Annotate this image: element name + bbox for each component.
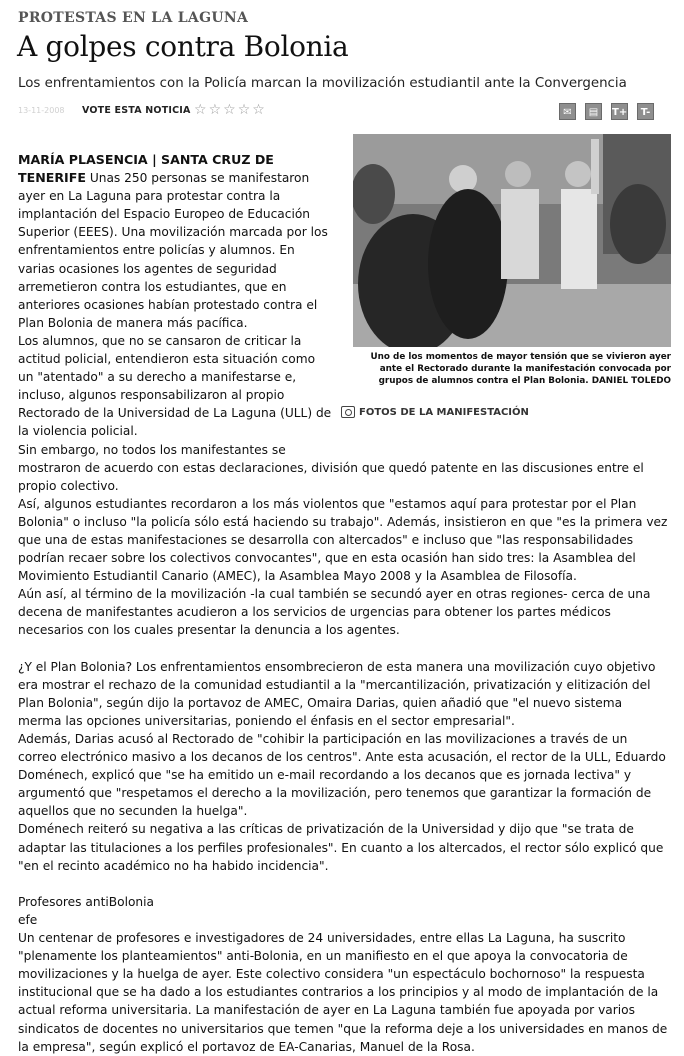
paragraph: Además, Darias acusó al Rectorado de "cohibir la participación en las movilizaciones a través de un correo electrónico masivo a los decanos de los centros". Ante esta acusación, el rector de la ULL, Eduardo Doménech, explicó que "se ha emitido un e-mail recordando a los decanos que es jornada lectiva" y argumentó que "respetamos el derecho a la movilización, pero tenemos que garantizar la formación de aquellos que no secunden la huelga". — [18, 732, 666, 819]
paragraph: Doménech reiteró su negativa a las críticas de privatización de la Universidad y dijo que "se trata de adaptar las titulaciones a los perfiles profesionales". En cuanto a los altercados, el rector sólo explicó que "en el recinto académico no ha habido incidencia". — [18, 822, 664, 873]
article-toolbar — [18, 103, 666, 123]
byline: MARÍA PLASENCIA | SANTA CRUZ DE TENERIFE — [18, 152, 274, 186]
star-icon[interactable]: ☆ — [252, 102, 265, 118]
star-icon[interactable]: ☆ — [223, 102, 236, 118]
paragraph: ¿Y el Plan Bolonia? Los enfrentamientos ensombrecieron de esta manera una movilización cuyo objetivo era mostrar el rechazo de la comunidad estudiantil a la "mercantilización, privatización y elitización del Plan Bolonia", según dijo la portavoz de AMEC, Omaira Darias, quien añadió que "el nuevo sistema merma las opciones universitarias, poniendo el énfasis en el sector empresarial". — [18, 659, 656, 728]
print-icon[interactable]: ▤ — [585, 103, 602, 120]
photo-spacer — [332, 151, 668, 441]
rating-stars — [194, 103, 265, 117]
text-decrease-icon[interactable]: T- — [637, 103, 654, 120]
paragraph-gap — [18, 875, 668, 893]
paragraph: Aún así, al término de la movilización -la cual también se secundó ayer en otras regiones- cerca de una decena de manifestantes acudieron a los servicios de urgencias para obtener los partes médicos necesarios con los cuales presentar la denuncia a los agentes. — [18, 587, 651, 638]
vote-label: VOTE ESTA NOTICIA — [82, 105, 191, 116]
section-kicker: PROTESTAS EN LA LAGUNA — [18, 10, 249, 26]
paragraph: Unas 250 personas se manifestaron ayer en La Laguna para protestar contra la implantación del Espacio Europeo de Educación Superior (EEES). Una movilización marcada por los enfrentamientos entre policías y alumnos. En varias ocasiones los agentes de seguridad arremetieron contra los estudiantes, que en anteriores ocasiones habían protestado contra el Plan Bolonia de manera más pacífica. — [18, 171, 328, 330]
paragraph: Un centenar de profesores e investigadores de 24 universidades, entre ellas La Laguna, ha suscrito "plenamente los planteamientos" anti-Bolonia, en un manifiesto en el que apoya la convocatoria de movilizaciones y la huelga de ayer. Este colectivo considera "un espectáculo bochornoso" la respuesta institucional que se ha dado a los estudiantes contrarios a los principios y al modo de implantación de la actual reforma universitaria. La manifestación de ayer en La Laguna también fue apoyada por varios sindicatos de docentes no universitarios que temen "que la reforma deje a los universidades en manos de la empresa", según explicó el portavoz de EA-Canarias, Manuel de la Rosa. — [18, 931, 668, 1054]
article-body — [18, 151, 668, 1056]
text-increase-icon[interactable]: T+ — [611, 103, 628, 120]
star-icon[interactable]: ☆ — [194, 102, 207, 118]
section-source: efe — [18, 912, 38, 927]
gallery-link-label: FOTOS DE LA MANIFESTACIÓN — [359, 406, 529, 418]
paragraph-gap — [18, 640, 668, 658]
paragraph: Los alumnos, que no se cansaron de criticar la actitud policial, entendieron esta situación como un "atentado" a su derecho a manifestarse e, incluso, algunos responsabilizaron al propio Rectorado de la Universidad de La Laguna (ULL) de la violencia policial. — [18, 333, 332, 439]
section-subheading: Profesores antiBolonia — [18, 894, 154, 909]
star-icon[interactable]: ☆ — [237, 102, 251, 118]
paragraph: Así, algunos estudiantes recordaron a los más violentos que "estamos aquí para protestar por el Plan Bolonia" o incluso "la policía sólo está haciendo su trabajo". Además, insistieron en que "es la primera vez que una de estas manifestaciones se desarrolla con altercados" e incluso que "las responsabilidades podrían recaer sobre los colectivos convocantes", que en esta ocasión han sido tres: la Asamblea del Movimiento Estudiantil Canario (AMEC), la Asamblea Mayo 2008 y la Asamblea de Filosofía. — [18, 496, 668, 584]
publish-date: 13-11-2008 — [18, 106, 65, 115]
paragraph: Sin embargo, no todos los manifestantes se mostraron de acuerdo con estas declaraciones, división que quedó patente en las discusiones entre el propio colectivo. — [18, 442, 644, 493]
star-icon[interactable]: ☆ — [208, 102, 222, 118]
photo-caption: Uno de los momentos de mayor tensión que se vivieron ayer ante el Rectorado durante la manifestación convocada por grupos de alumnos contra el Plan Bolonia. DANIEL TOLEDO — [370, 352, 671, 387]
email-icon[interactable]: ✉ — [559, 103, 576, 120]
article-tools — [559, 103, 654, 120]
article-headline: A golpes contra Bolonia — [17, 30, 349, 63]
article-subhead: Los enfrentamientos con la Policía marcan la movilización estudiantil ante la Convergencia — [18, 76, 627, 91]
